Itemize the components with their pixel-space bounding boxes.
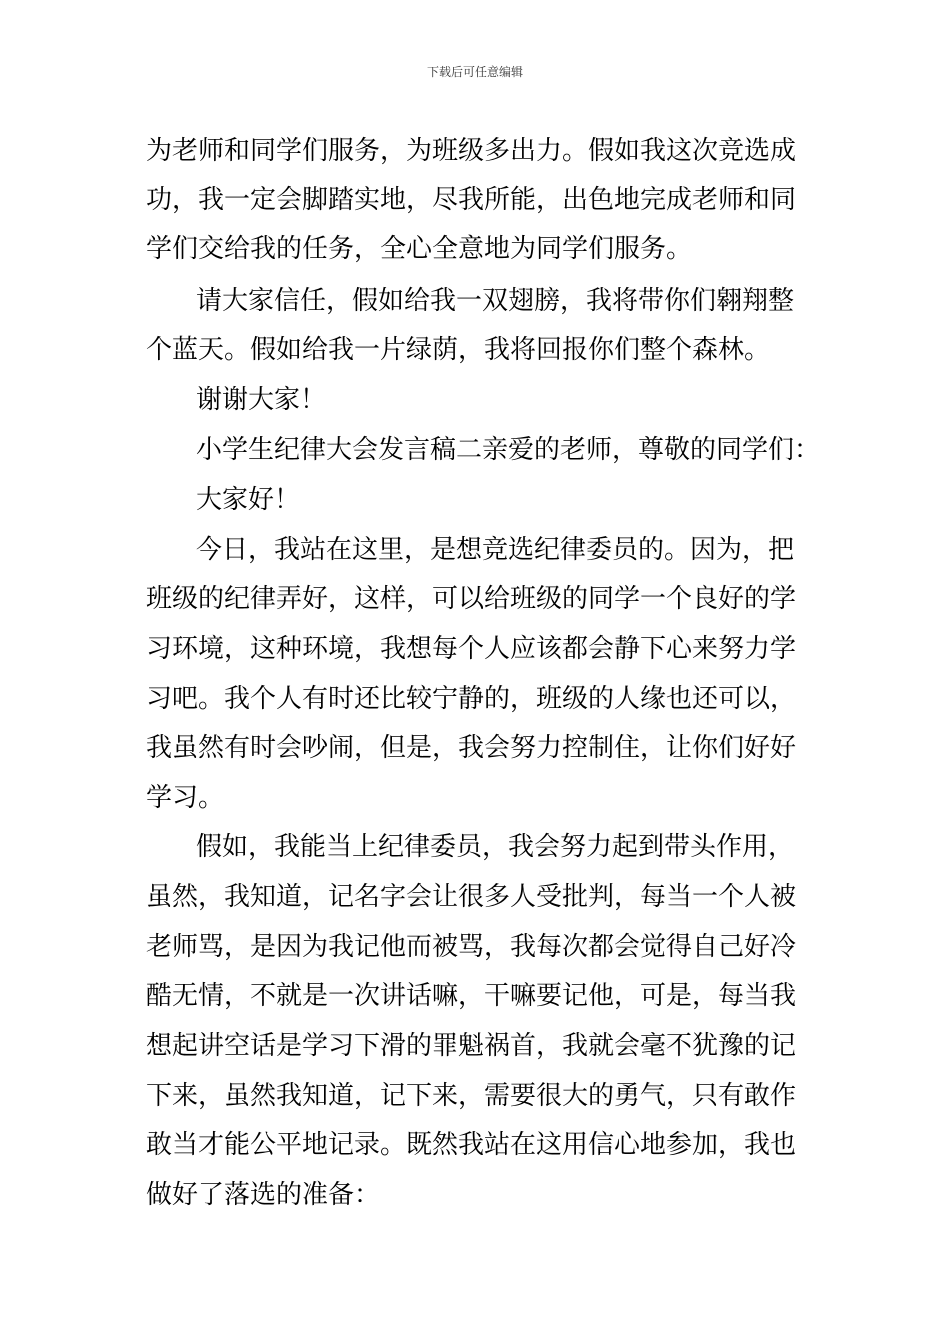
text-line: 老师骂，是因为我记他而被骂，我每次都会觉得自己好冷 xyxy=(146,932,797,962)
text-line: 我虽然有时会吵闹，但是，我会努力控制住，让你们好好 xyxy=(146,733,797,763)
text-line: 虽然，我知道，记名字会让很多人受批判，每当一个人被 xyxy=(146,882,797,912)
text-line: 今日，我站在这里，是想竞选纪律委员的。因为，把 xyxy=(196,535,795,565)
text-line: 谢谢大家！ xyxy=(196,385,327,415)
text-line: 做好了落选的准备： xyxy=(146,1180,381,1210)
text-line: 班级的纪律弄好，这样，可以给班级的同学一个良好的学 xyxy=(146,584,797,614)
text-line: 假如，我能当上纪律委员，我会努力起到带头作用， xyxy=(196,832,795,862)
text-line: 学们交给我的任务，全心全意地为同学们服务。 xyxy=(146,234,693,264)
text-line: 个蓝天。假如给我一片绿荫，我将回报你们整个森林。 xyxy=(146,335,771,365)
text-line: 酷无情，不就是一次讲话嘛，干嘛要记他，可是，每当我 xyxy=(146,981,797,1011)
text-line: 功，我一定会脚踏实地，尽我所能，出色地完成老师和同 xyxy=(146,185,797,215)
text-line: 想起讲空话是学习下滑的罪魁祸首，我就会毫不犹豫的记 xyxy=(146,1031,797,1061)
text-line: 下来，虽然我知道，记下来，需要很大的勇气，只有敢作 xyxy=(146,1081,797,1111)
text-line: 小学生纪律大会发言稿二亲爱的老师，尊敬的同学们： xyxy=(196,435,821,465)
text-line: 大家好！ xyxy=(196,485,301,515)
text-line: 为老师和同学们服务，为班级多出力。假如我这次竞选成 xyxy=(146,136,797,166)
page-header: 下载后可任意编辑 xyxy=(426,65,523,79)
text-line: 敢当才能公平地记录。既然我站在这用信心地参加，我也 xyxy=(146,1130,797,1160)
text-line: 习环境，这种环境，我想每个人应该都会静下心来努力学 xyxy=(146,634,797,664)
text-line: 请大家信任，假如给我一双翅膀，我将带你们翱翔整 xyxy=(196,286,795,316)
text-line: 习吧。我个人有时还比较宁静的，班级的人缘也还可以， xyxy=(146,684,797,714)
text-line: 学习。 xyxy=(146,783,225,813)
